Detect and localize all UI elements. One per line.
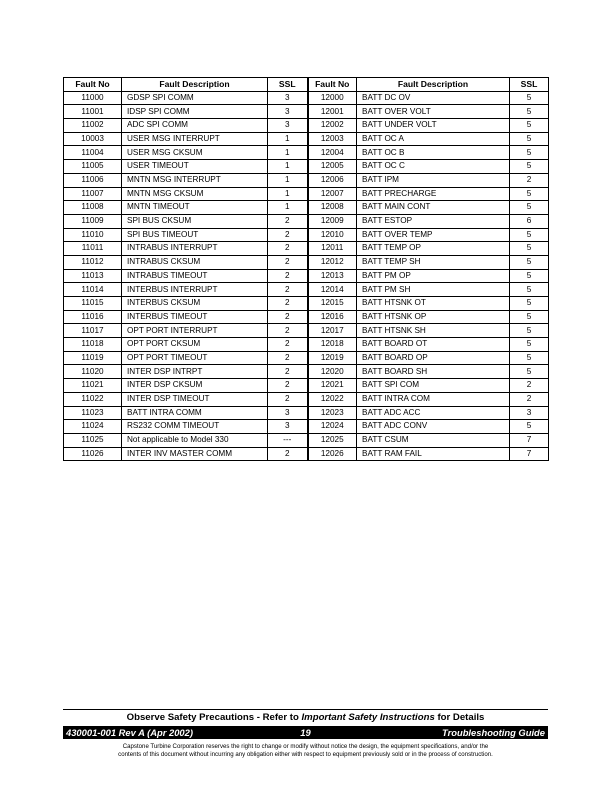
ssl-cell: 1 <box>268 146 308 160</box>
ssl-cell: 5 <box>510 283 549 297</box>
fault-no-cell: 11026 <box>64 447 122 461</box>
ssl-cell: 2 <box>510 379 549 393</box>
fault-no-cell: 11007 <box>64 187 122 201</box>
ssl-cell: 5 <box>510 201 549 215</box>
ssl-cell: 2 <box>268 214 308 228</box>
fault-no-cell: 11012 <box>64 255 122 269</box>
fault-no-cell: 11017 <box>64 324 122 338</box>
table-row <box>64 283 549 297</box>
table-row <box>64 255 549 269</box>
ssl-cell: 5 <box>510 91 549 105</box>
fault-description-cell: BATT BOARD OP <box>357 351 510 365</box>
fault-description-cell: IDSP SPI COMM <box>122 105 268 119</box>
fault-description-cell: OPT PORT TIMEOUT <box>122 351 268 365</box>
fault-no-cell: 11021 <box>64 379 122 393</box>
table-row <box>64 338 549 352</box>
disclaimer-line-2: contents of this document without incurring any obligation either with respect to equipment previously sold or in the process of construction. <box>118 750 493 758</box>
fault-description-cell: BATT MAIN CONT <box>357 201 510 215</box>
table-row <box>64 91 549 105</box>
fault-description-cell: BATT UNDER VOLT <box>357 119 510 133</box>
fault-description-cell: BATT HTSNK OP <box>357 310 510 324</box>
fault-description-cell: BATT ADC ACC <box>357 406 510 420</box>
header-ssl-2: SSL <box>510 78 549 92</box>
footer-divider <box>63 709 548 710</box>
fault-no-cell: 11010 <box>64 228 122 242</box>
ssl-cell: 3 <box>268 119 308 133</box>
table-row <box>64 324 549 338</box>
ssl-cell: 2 <box>268 338 308 352</box>
fault-description-cell: USER MSG INTERRUPT <box>122 132 268 146</box>
fault-description-cell: BATT RAM FAIL <box>357 447 510 461</box>
fault-no-cell: 11008 <box>64 201 122 215</box>
ssl-cell: 2 <box>268 351 308 365</box>
table-row <box>64 228 549 242</box>
fault-description-cell: INTRABUS CKSUM <box>122 255 268 269</box>
fault-description-cell: BATT PRECHARGE <box>357 187 510 201</box>
disclaimer <box>63 743 548 758</box>
table-row <box>64 365 549 379</box>
ssl-cell: 1 <box>268 187 308 201</box>
safety-notice-prefix: Observe Safety Precautions - Refer to <box>126 712 302 723</box>
fault-description-cell: RS232 COMM TIMEOUT <box>122 420 268 434</box>
ssl-cell: 5 <box>510 119 549 133</box>
ssl-cell: 7 <box>510 447 549 461</box>
ssl-cell: 5 <box>510 365 549 379</box>
ssl-cell: 5 <box>510 228 549 242</box>
table-row <box>64 187 549 201</box>
table-row <box>64 379 549 393</box>
fault-description-cell: BATT OC A <box>357 132 510 146</box>
fault-description-cell: BATT OVER VOLT <box>357 105 510 119</box>
fault-no-cell: 10003 <box>64 132 122 146</box>
fault-no-cell: 11006 <box>64 173 122 187</box>
table-row <box>64 433 549 447</box>
fault-no-cell: 11014 <box>64 283 122 297</box>
fault-no-cell: 12015 <box>308 297 357 311</box>
fault-no-cell: 12011 <box>308 242 357 256</box>
fault-description-cell: BATT TEMP SH <box>357 255 510 269</box>
table-row <box>64 310 549 324</box>
fault-description-cell: INTRABUS TIMEOUT <box>122 269 268 283</box>
ssl-cell: 6 <box>510 214 549 228</box>
header-fault-description-2: Fault Description <box>357 78 510 92</box>
safety-notice-italic: Important Safety Instructions <box>301 712 435 723</box>
fault-description-cell: INTER DSP CKSUM <box>122 379 268 393</box>
fault-no-cell: 12026 <box>308 447 357 461</box>
table-row <box>64 105 549 119</box>
fault-no-cell: 12018 <box>308 338 357 352</box>
table-row <box>64 406 549 420</box>
ssl-cell: 2 <box>510 392 549 406</box>
fault-description-cell: INTERBUS TIMEOUT <box>122 310 268 324</box>
table-row <box>64 146 549 160</box>
ssl-cell: 3 <box>268 105 308 119</box>
fault-no-cell: 12002 <box>308 119 357 133</box>
fault-no-cell: 11011 <box>64 242 122 256</box>
fault-no-cell: 11016 <box>64 310 122 324</box>
fault-description-cell: OPT PORT CKSUM <box>122 338 268 352</box>
fault-description-cell: BATT OVER TEMP <box>357 228 510 242</box>
fault-no-cell: 12022 <box>308 392 357 406</box>
fault-no-cell: 11013 <box>64 269 122 283</box>
ssl-cell: 2 <box>268 242 308 256</box>
page-number: 19 <box>300 727 311 738</box>
ssl-cell: 5 <box>510 420 549 434</box>
fault-description-cell: OPT PORT INTERRUPT <box>122 324 268 338</box>
table-row <box>64 160 549 174</box>
fault-no-cell: 12001 <box>308 105 357 119</box>
fault-no-cell: 12000 <box>308 91 357 105</box>
ssl-cell: 3 <box>268 91 308 105</box>
ssl-cell: 5 <box>510 310 549 324</box>
fault-description-cell: ADC SPI COMM <box>122 119 268 133</box>
fault-no-cell: 11022 <box>64 392 122 406</box>
ssl-cell: 1 <box>268 173 308 187</box>
table-row <box>64 269 549 283</box>
ssl-cell: 3 <box>268 420 308 434</box>
fault-no-cell: 12016 <box>308 310 357 324</box>
ssl-cell: 2 <box>268 379 308 393</box>
fault-no-cell: 12013 <box>308 269 357 283</box>
fault-no-cell: 11009 <box>64 214 122 228</box>
fault-no-cell: 12007 <box>308 187 357 201</box>
fault-description-cell: INTER DSP TIMEOUT <box>122 392 268 406</box>
fault-no-cell: 12006 <box>308 173 357 187</box>
fault-description-cell: INTERBUS INTERRUPT <box>122 283 268 297</box>
fault-description-cell: BATT ESTOP <box>357 214 510 228</box>
ssl-cell: 3 <box>268 406 308 420</box>
ssl-cell: 1 <box>268 132 308 146</box>
ssl-cell: 5 <box>510 146 549 160</box>
fault-description-cell: USER TIMEOUT <box>122 160 268 174</box>
fault-description-cell: BATT OC C <box>357 160 510 174</box>
fault-description-cell: BATT BOARD OT <box>357 338 510 352</box>
fault-description-cell: BATT PM SH <box>357 283 510 297</box>
fault-no-cell: 11005 <box>64 160 122 174</box>
fault-no-cell: 12023 <box>308 406 357 420</box>
ssl-cell: 7 <box>510 433 549 447</box>
ssl-cell: 2 <box>510 173 549 187</box>
fault-description-cell: MNTN TIMEOUT <box>122 201 268 215</box>
fault-description-cell: SPI BUS CKSUM <box>122 214 268 228</box>
ssl-cell: 2 <box>268 310 308 324</box>
table-row <box>64 392 549 406</box>
fault-description-cell: BATT HTSNK SH <box>357 324 510 338</box>
header-fault-description-1: Fault Description <box>122 78 268 92</box>
fault-description-cell: BATT INTRA COMM <box>122 406 268 420</box>
fault-code-table <box>63 77 549 461</box>
fault-description-cell: INTER INV MASTER COMM <box>122 447 268 461</box>
ssl-cell: 5 <box>510 255 549 269</box>
fault-no-cell: 12004 <box>308 146 357 160</box>
fault-description-cell: INTER DSP INTRPT <box>122 365 268 379</box>
ssl-cell: 2 <box>268 283 308 297</box>
header-fault-no-1: Fault No <box>64 78 122 92</box>
fault-no-cell: 12017 <box>308 324 357 338</box>
fault-description-cell: USER MSG CKSUM <box>122 146 268 160</box>
fault-no-cell: 11019 <box>64 351 122 365</box>
ssl-cell: 2 <box>268 365 308 379</box>
header-fault-no-2: Fault No <box>308 78 357 92</box>
fault-description-cell: GDSP SPI COMM <box>122 91 268 105</box>
ssl-cell: 2 <box>268 447 308 461</box>
fault-no-cell: 11023 <box>64 406 122 420</box>
ssl-cell: 3 <box>510 406 549 420</box>
fault-no-cell: 12008 <box>308 201 357 215</box>
document-info-bar <box>63 726 548 739</box>
fault-no-cell: 11004 <box>64 146 122 160</box>
ssl-cell: 5 <box>510 269 549 283</box>
ssl-cell: 1 <box>268 201 308 215</box>
fault-description-cell: BATT ADC CONV <box>357 420 510 434</box>
table-header-row <box>64 78 549 92</box>
table-row <box>64 297 549 311</box>
fault-description-cell: MNTN MSG CKSUM <box>122 187 268 201</box>
ssl-cell: 5 <box>510 351 549 365</box>
fault-description-cell: BATT DC OV <box>357 91 510 105</box>
table-row <box>64 242 549 256</box>
fault-description-cell: BATT CSUM <box>357 433 510 447</box>
fault-no-cell: 12009 <box>308 214 357 228</box>
fault-description-cell: BATT INTRA COM <box>357 392 510 406</box>
ssl-cell: 5 <box>510 160 549 174</box>
fault-no-cell: 12014 <box>308 283 357 297</box>
doc-number: 430001-001 Rev A (Apr 2002) <box>66 727 193 738</box>
ssl-cell: 5 <box>510 324 549 338</box>
fault-no-cell: 12005 <box>308 160 357 174</box>
fault-description-cell: Not applicable to Model 330 <box>122 433 268 447</box>
table-body <box>64 91 549 461</box>
ssl-cell: 5 <box>510 338 549 352</box>
ssl-cell: 5 <box>510 297 549 311</box>
ssl-cell: 1 <box>268 160 308 174</box>
fault-no-cell: 12021 <box>308 379 357 393</box>
disclaimer-line-1: Capstone Turbine Corporation reserves the right to change or modify without notice the design, the equipment specifications, and/or the <box>122 743 489 750</box>
ssl-cell: 5 <box>510 242 549 256</box>
fault-description-cell: BATT IPM <box>357 173 510 187</box>
ssl-cell: 2 <box>268 392 308 406</box>
fault-no-cell: 12010 <box>308 228 357 242</box>
fault-description-cell: BATT SPI COM <box>357 379 510 393</box>
fault-no-cell: 12012 <box>308 255 357 269</box>
fault-description-cell: MNTN MSG INTERRUPT <box>122 173 268 187</box>
fault-no-cell: 12003 <box>308 132 357 146</box>
table-row <box>64 201 549 215</box>
ssl-cell: 2 <box>268 324 308 338</box>
table-row <box>64 214 549 228</box>
fault-no-cell: 11015 <box>64 297 122 311</box>
fault-no-cell: 11024 <box>64 420 122 434</box>
fault-no-cell: 12025 <box>308 433 357 447</box>
fault-no-cell: 11020 <box>64 365 122 379</box>
ssl-cell: 2 <box>268 255 308 269</box>
fault-no-cell: 12024 <box>308 420 357 434</box>
fault-description-cell: INTERBUS CKSUM <box>122 297 268 311</box>
guide-title: Troubleshooting Guide <box>442 727 545 738</box>
fault-description-cell: INTRABUS INTERRUPT <box>122 242 268 256</box>
table-row <box>64 351 549 365</box>
fault-no-cell: 12019 <box>308 351 357 365</box>
table-row <box>64 447 549 461</box>
fault-no-cell: 11025 <box>64 433 122 447</box>
safety-notice <box>63 712 548 723</box>
fault-no-cell: 12020 <box>308 365 357 379</box>
fault-description-cell: BATT OC B <box>357 146 510 160</box>
fault-no-cell: 11002 <box>64 119 122 133</box>
header-ssl-1: SSL <box>268 78 308 92</box>
table-row <box>64 420 549 434</box>
fault-description-cell: BATT PM OP <box>357 269 510 283</box>
ssl-cell: 2 <box>268 228 308 242</box>
ssl-cell: --- <box>268 433 308 447</box>
table-row <box>64 173 549 187</box>
fault-description-cell: BATT HTSNK OT <box>357 297 510 311</box>
table-row <box>64 132 549 146</box>
ssl-cell: 5 <box>510 105 549 119</box>
fault-description-cell: SPI BUS TIMEOUT <box>122 228 268 242</box>
ssl-cell: 2 <box>268 269 308 283</box>
ssl-cell: 2 <box>268 297 308 311</box>
table-row <box>64 119 549 133</box>
fault-no-cell: 11000 <box>64 91 122 105</box>
fault-description-cell: BATT BOARD SH <box>357 365 510 379</box>
fault-no-cell: 11018 <box>64 338 122 352</box>
safety-notice-suffix: for Details <box>434 712 485 723</box>
fault-description-cell: BATT TEMP OP <box>357 242 510 256</box>
fault-no-cell: 11001 <box>64 105 122 119</box>
ssl-cell: 5 <box>510 187 549 201</box>
ssl-cell: 5 <box>510 132 549 146</box>
